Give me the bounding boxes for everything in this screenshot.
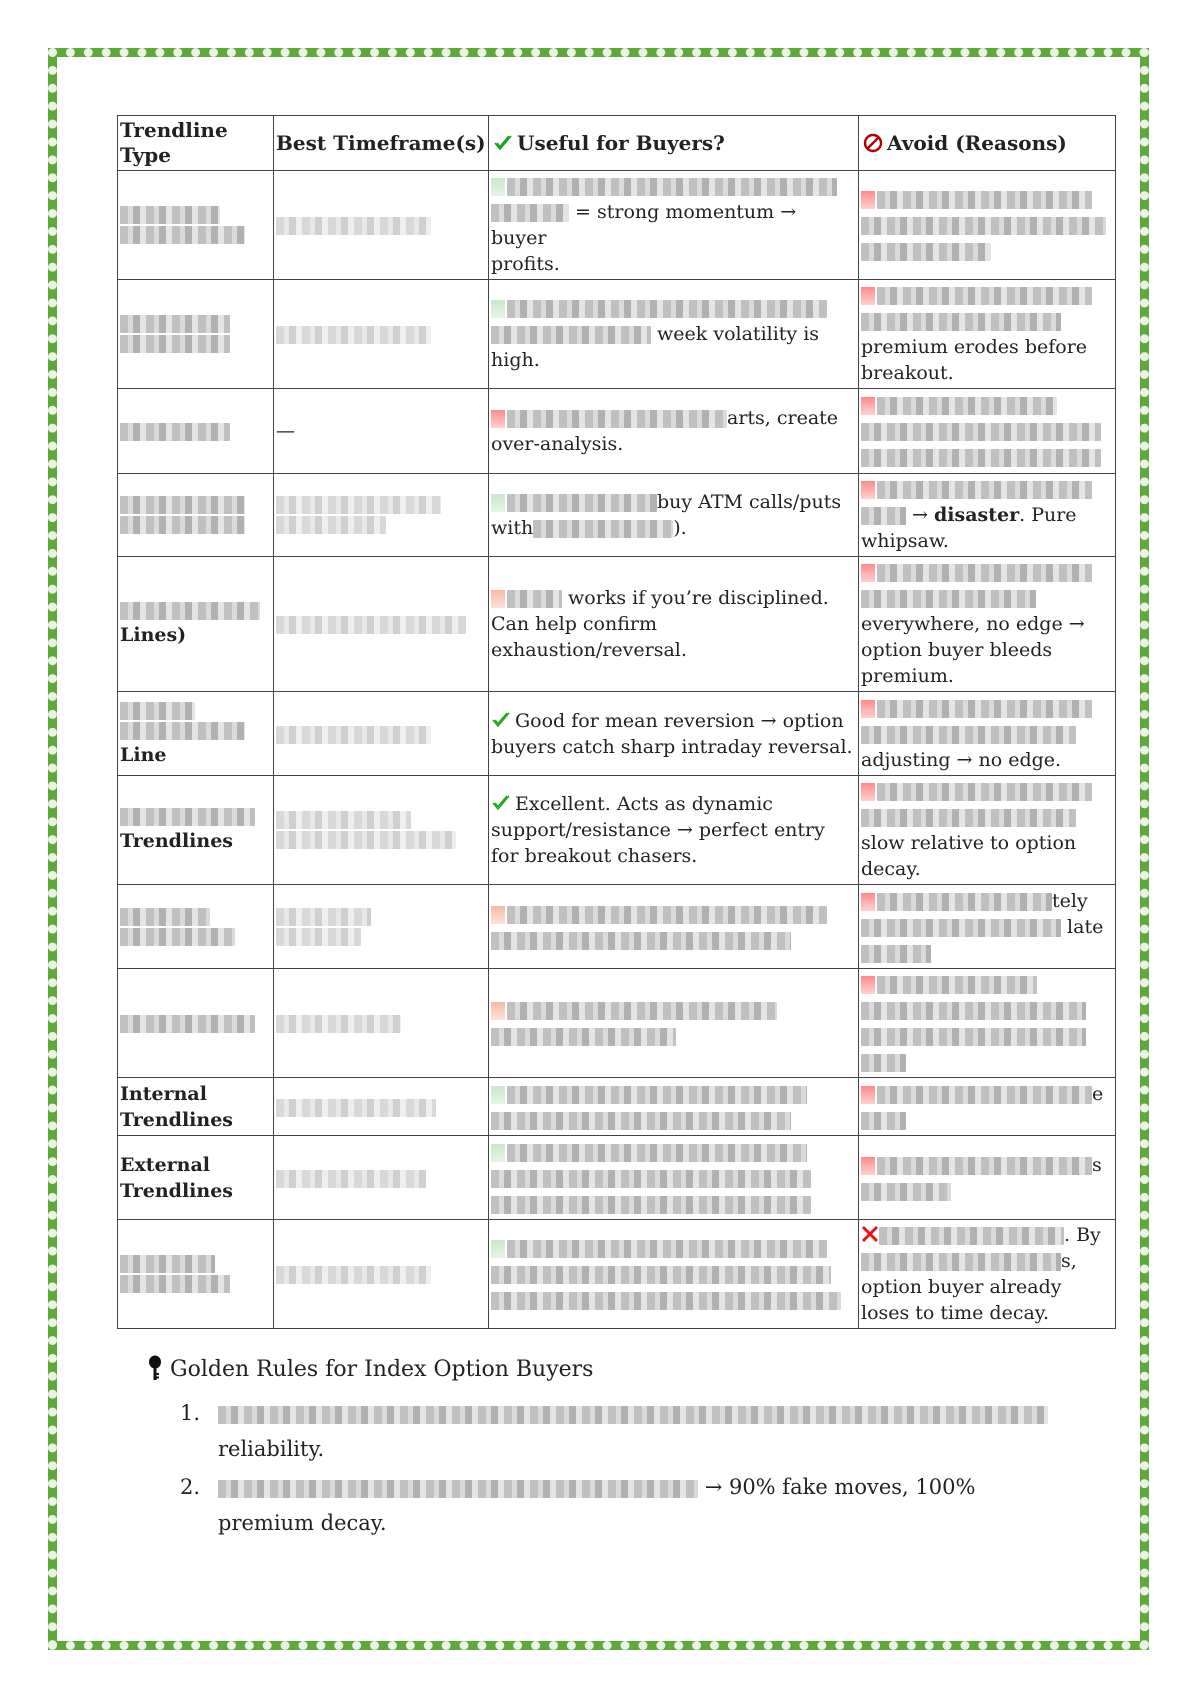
cell-avoid: s: [859, 1136, 1116, 1220]
key-icon: [148, 1355, 162, 1381]
list-item: 1. reliability.: [180, 1395, 1060, 1467]
cell-type: External Trendlines: [118, 1136, 274, 1220]
table-header-row: [118, 116, 1116, 171]
cell-useful: week volatility is high.: [489, 280, 859, 389]
golden-rules-list: [180, 1395, 1060, 1543]
cell-avoid: [859, 969, 1116, 1078]
cell-type: Internal Trendlines: [118, 1078, 274, 1136]
cell-avoid: premium erodes before breakout.: [859, 280, 1116, 389]
check-icon: [493, 134, 513, 152]
cell-timeframe: [274, 776, 489, 885]
cell-timeframe: [274, 969, 489, 1078]
check-icon: [491, 178, 505, 196]
cross-icon: [861, 700, 875, 718]
header-trendline-type: Trendline Type: [118, 116, 274, 171]
table-row: [118, 885, 1116, 969]
warning-icon: [491, 1002, 505, 1020]
check-icon: [491, 794, 511, 812]
cell-avoid: slow relative to option decay.: [859, 776, 1116, 885]
cell-timeframe: —: [274, 389, 489, 474]
cell-avoid: adjusting → no edge.: [859, 692, 1116, 776]
cell-avoid: . By s, option buyer already loses to time decay.: [859, 1220, 1116, 1329]
cross-icon: [861, 287, 875, 305]
cell-avoid: → disaster. Pure whipsaw.: [859, 474, 1116, 557]
cell-useful: arts, create over-analysis.: [489, 389, 859, 474]
trendline-table: [117, 115, 1116, 1329]
cell-avoid: tely late: [859, 885, 1116, 969]
cell-avoid: e: [859, 1078, 1116, 1136]
cell-type: Lines): [118, 557, 274, 692]
prohibited-icon: [861, 564, 875, 582]
cell-useful: [489, 1220, 859, 1329]
cell-useful: Excellent. Acts as dynamic support/resistance → perfect entry for breakout chasers.: [489, 776, 859, 885]
table-row: [118, 969, 1116, 1078]
prohibited-icon: [861, 481, 875, 499]
table-row: [118, 557, 1116, 692]
table-row: [118, 171, 1116, 280]
cell-useful: = strong momentum → buyer profits.: [489, 171, 859, 280]
check-icon: [491, 300, 505, 318]
table-row: [118, 389, 1116, 474]
cell-type: [118, 1220, 274, 1329]
cell-timeframe: [274, 1136, 489, 1220]
cell-timeframe: [274, 280, 489, 389]
cell-useful: buy ATM calls/puts with ).: [489, 474, 859, 557]
cell-type: [118, 969, 274, 1078]
cross-icon: [861, 1086, 875, 1104]
check-icon: [491, 1240, 505, 1258]
cell-useful: works if you’re disciplined. Can help confirm exhaustion/reversal.: [489, 557, 859, 692]
cell-useful: [489, 1078, 859, 1136]
cell-avoid: [859, 389, 1116, 474]
list-item: 2. → 90% fake moves, 100% premium decay.: [180, 1475, 976, 1535]
cell-type: Trendlines: [118, 776, 274, 885]
cell-useful: Good for mean reversion → option buyers catch sharp intraday reversal.: [489, 692, 859, 776]
table-row: [118, 776, 1116, 885]
cell-type: [118, 280, 274, 389]
cross-icon: [861, 1157, 875, 1175]
check-icon: [491, 711, 511, 729]
warning-icon: [491, 590, 505, 608]
cell-timeframe: [274, 474, 489, 557]
cell-timeframe: [274, 692, 489, 776]
cell-type: Line: [118, 692, 274, 776]
prohibited-icon: [861, 893, 875, 911]
cell-type: [118, 474, 274, 557]
prohibited-icon: [861, 976, 875, 994]
check-icon: [491, 1086, 505, 1104]
cross-icon: [861, 191, 875, 209]
cell-timeframe: [274, 1078, 489, 1136]
cell-timeframe: [274, 557, 489, 692]
table-row: [118, 474, 1116, 557]
cell-timeframe: [274, 885, 489, 969]
warning-icon: [491, 906, 505, 924]
table-row: [118, 1078, 1116, 1136]
cross-icon: [861, 1225, 879, 1243]
cell-timeframe: [274, 1220, 489, 1329]
cross-icon: [861, 783, 875, 801]
check-icon: [491, 1144, 505, 1162]
header-avoid: Avoid (Reasons): [859, 116, 1116, 171]
cell-avoid: [859, 171, 1116, 280]
golden-rules-heading: Golden Rules for Index Option Buyers: [148, 1355, 593, 1382]
prohibited-icon: [863, 133, 883, 153]
cell-useful: [489, 1136, 859, 1220]
cross-icon: [491, 410, 505, 428]
cell-useful: [489, 969, 859, 1078]
table-row: [118, 280, 1116, 389]
cell-type: [118, 389, 274, 474]
cell-type: [118, 885, 274, 969]
cell-useful: [489, 885, 859, 969]
check-icon: [491, 494, 505, 512]
cell-type: [118, 171, 274, 280]
table-row: [118, 692, 1116, 776]
prohibited-icon: [861, 397, 875, 415]
header-useful: Useful for Buyers?: [489, 116, 859, 171]
cell-timeframe: [274, 171, 489, 280]
cell-avoid: everywhere, no edge → option buyer bleeds premium.: [859, 557, 1116, 692]
header-best-timeframe: Best Timeframe(s): [274, 116, 489, 171]
table-row: [118, 1220, 1116, 1329]
table-row: [118, 1136, 1116, 1220]
